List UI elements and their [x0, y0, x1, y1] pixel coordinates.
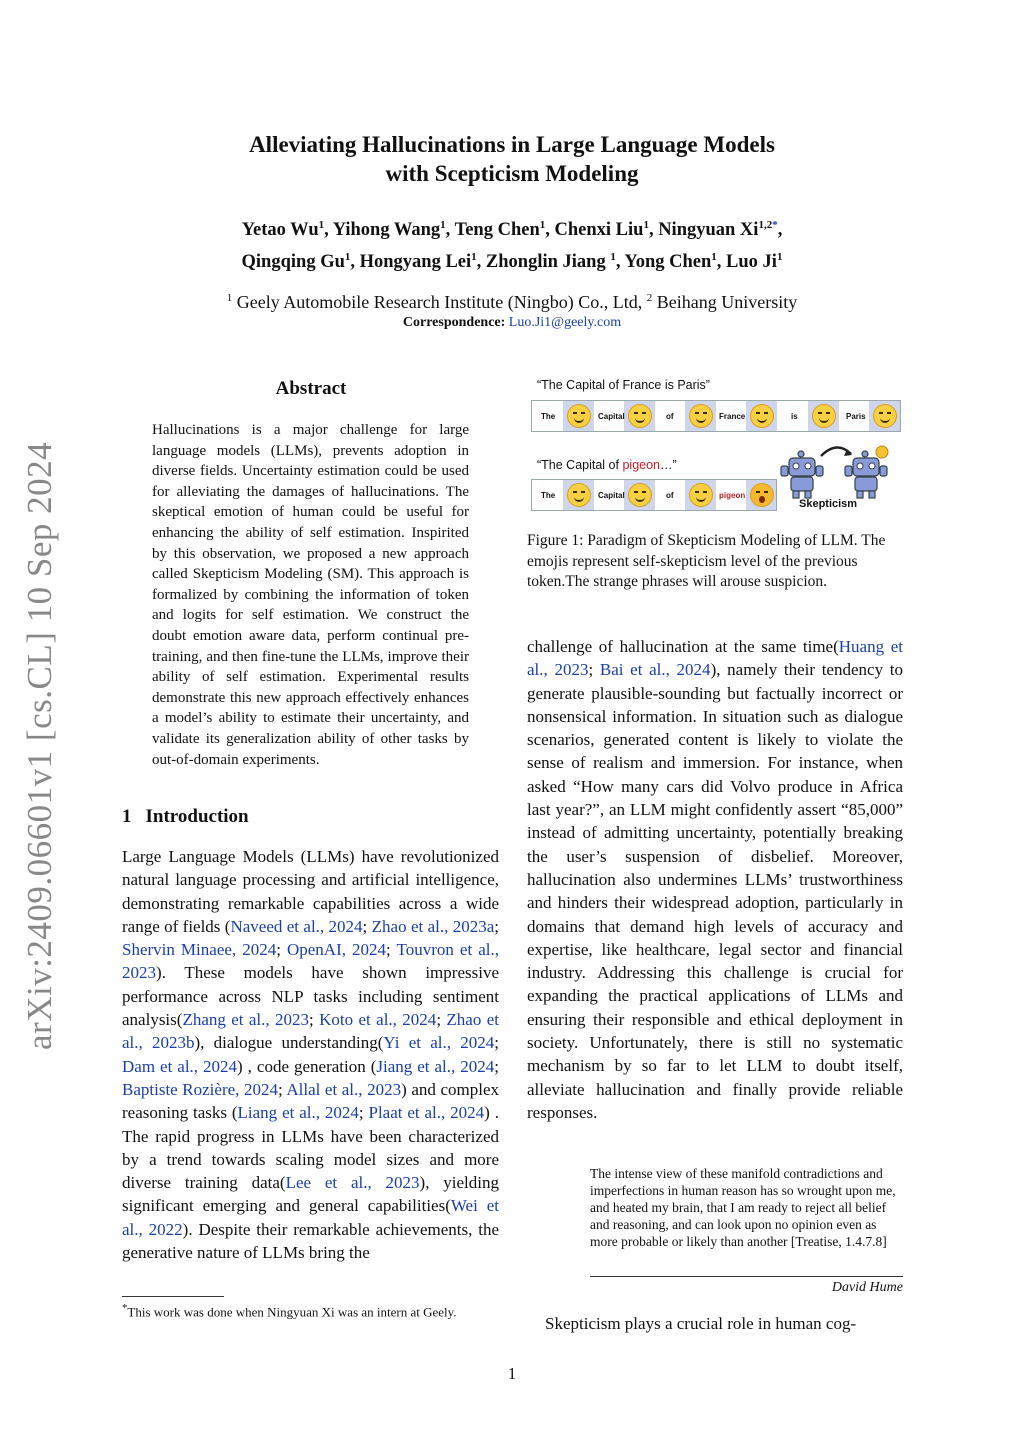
citation-link[interactable]: Zhao et al., 2023b — [122, 1010, 499, 1053]
emoji-grin-icon — [812, 404, 836, 428]
section-heading-introduction: 1 Introduction — [122, 806, 249, 827]
citation-link[interactable]: Wei et al., 2022 — [122, 1196, 499, 1239]
token: of — [666, 491, 674, 500]
quote-rule — [590, 1276, 903, 1277]
email-link[interactable]: Luo.Ji1@geely.com — [508, 315, 622, 330]
author: Yihong Wang — [332, 220, 441, 241]
figure-1 — [527, 376, 903, 526]
emoji-shocked-icon — [750, 483, 774, 507]
abstract-heading: Abstract — [275, 378, 347, 399]
token: is — [791, 412, 798, 421]
citation-link[interactable]: Touvron et al., 2023 — [122, 940, 500, 983]
author: Qingqing Gu — [241, 252, 345, 273]
author: Ningyuan Xi — [658, 220, 759, 241]
citation-link[interactable]: Lee et al., 2023 — [285, 1173, 420, 1193]
author: Yong Chen — [624, 252, 712, 273]
author-line-1: Yetao Wu$^1$, Yihong Wang$^1$, Teng Chen$^1$, Chenxi Liu$^1$, Ningyuan $Xi^{1,2*}$, — [241, 219, 783, 241]
figure-sentence-2: “The Capital of pigeon…” — [537, 458, 677, 472]
citation-link[interactable]: Liang et al., 2024 — [237, 1103, 359, 1123]
token: Paris — [846, 412, 866, 421]
emoji-grin-icon — [567, 483, 591, 507]
token: Capital — [598, 412, 625, 421]
paragraph-start: Skepticism plays a crucial role in human cog- — [545, 1314, 857, 1333]
footnote-rule — [122, 1296, 224, 1297]
author: Zhonglin Jiang — [485, 252, 611, 273]
page-number: 1 — [507, 1364, 517, 1383]
quote-author: David Hume — [831, 1280, 903, 1295]
token: The — [541, 491, 556, 500]
author: Hongyang Lei — [359, 252, 472, 273]
emoji-grin-icon — [689, 483, 713, 507]
emoji-grin-icon — [689, 404, 713, 428]
token-row-2 — [531, 479, 777, 511]
footnote-mark-link[interactable]: * — [772, 219, 778, 231]
citation-link[interactable]: Yi et al., 2024 — [383, 1033, 495, 1053]
abstract-text: Hallucinations is a major challenge for large language models (LLMs), prevents adoption in diverse fields. Uncertainty estimation could be used for alleviating the damages of hallucinations. The skeptical emotion of human could be useful for enhancing the ability of self estimation. Inspirited by this observation, we proposed a new approach called Skepticism Modeling (SM). This approach is formalized by combining the information of token and logits for self estimation. We construct the doubt emotion aware data, perform continual pre-training, and then fine-tune the LLMs, improve their ability of self estimation. Experimental results demonstrate this new approach effectively enhances a model’s ability to estimate their uncertainty, and validate its generalization ability of other tasks by out-of-domain experiments. — [152, 422, 469, 768]
citation-link[interactable]: Zhao et al., 2023a — [371, 916, 495, 936]
affiliations: $^1$ Geely Automobile Research Institute (Ningbo) Co., Ltd, $^2$ Beihang University — [226, 292, 798, 312]
author: Chenxi Liu — [554, 220, 644, 241]
skepticism-label: Skepticism — [799, 498, 858, 510]
correspondence: Correspondence: Luo.Ji1@geely.com — [402, 315, 622, 330]
citation-link[interactable]: Jiang et al., 2024 — [376, 1056, 495, 1076]
citation-link[interactable]: Huang et al., 2023 — [527, 637, 904, 680]
emoji-grin-icon — [628, 483, 652, 507]
token: of — [666, 412, 674, 421]
citation-link[interactable]: Plaat et al., 2024 — [368, 1103, 485, 1123]
author: Teng Chen — [454, 220, 540, 241]
token: Capital — [598, 491, 625, 500]
figure-sentence-1: “The Capital of France is Paris” — [537, 378, 710, 392]
token: France — [719, 412, 746, 421]
citation-link[interactable]: Zhang et al., 2023 — [182, 1010, 310, 1030]
token-row-1 — [531, 400, 901, 432]
epigraph-quote: The intense view of these manifold contradictions and imperfections in human reason has so wrought upon me, and heated my brain, that I am ready to reject all belief and reasoning, and can look upon no opinion even as more probable or likely than another [Treatise, 1.4.7.8] — [590, 1166, 896, 1249]
figure-caption: Figure 1: Paradigm of Skepticism Modeling of LLM. The emojis represent self-skepticism level of the previous token.The strange phrases will arouse suspicion. — [527, 532, 886, 590]
citation-link[interactable]: Koto et al., 2024 — [319, 1010, 437, 1030]
footnote: *This work was done when Ningyuan Xi was an intern at Geely. — [122, 1302, 457, 1320]
token-strange: pigeon — [719, 491, 746, 500]
author-line-2: Qingqing Gu$^1$, Hongyang Lei$^1$, Zhonglin Jiang $^1$, Yong Chen$^1$, Luo Ji$^1$ — [241, 251, 783, 273]
author: Yetao Wu — [241, 220, 319, 241]
intro-paragraph: Large Language Models (LLMs) have revolutionized natural language processing and artificial intelligence, demonstrating remarkable capabilities across a wide range of fields (Naveed et al., 2024; Zhao et al., 2023a; Shervin Minaee, 2024; OpenAI, 2024; Touvron et al., 2023). These models have shown impressive performance across NLP tasks including sentiment analysis(Zhang et al., 2023; Koto et al., 2024; Zhao et al., 2023b), dialogue understanding(Yi et al., 2024; Dam et al., 2024) , code generation (Jiang et al., 2024; Baptiste Rozière, 2024; Allal et al., 2023) and complex reasoning tasks (Liang et al., 2024; Plaat et al., 2024) . The rapid progress in LLMs have been characterized by a trend towards scaling model sizes and more diverse training data(Lee et al., 2023), yielding significant emerging and general capabilities(Wei et al., 2022). Despite their remarkable achievements, the generative nature of LLMs bring the — [122, 847, 500, 1263]
emoji-grin-icon — [567, 404, 591, 428]
citation-link[interactable]: OpenAI, 2024 — [286, 940, 387, 960]
citation-link[interactable]: Naveed et al., 2024 — [230, 916, 363, 936]
citation-link[interactable]: Bai et al., 2024 — [599, 660, 711, 680]
intro-paragraph-continued: challenge of hallucination at the same time(Huang et al., 2023; Bai et al., 2024), namely their tendency to generate plausible-sounding but factually incorrect or nonsensical information. In situation such as dialogue scenarios, generated content is likely to violate the sense of realism and immersion. For instance, when asked “How many cars did Volvo produce in Africa last year?”, an LLM might confidently assert “85,000” instead of admitting uncertainty, potentially breaking the user’s suspension of disbelief. Moreover, hallucination also undermines LLMs’ trustworthiness and hinders their widespread adoption, particularly in domains that demand high levels of accuracy and expertise, like healthcare, legal sector and financial industry. Addressing this challenge is crucial for expanding the practical applications of LLMs and ensuring their responsible and ethical deployment in society. Unfortunately, there is still no systematic mechanism by so far to let LLM to doubt itself, alleviate hallucination and finally provide reliable responses. — [527, 637, 904, 1122]
token: The — [541, 412, 556, 421]
author-list — [0, 212, 1024, 276]
citation-link[interactable]: Baptiste Rozière, 2024 — [122, 1079, 278, 1099]
emoji-grin-icon — [750, 404, 774, 428]
arxiv-identifier: arXiv:2409.06601v1 [cs.CL] 10 Sep 2024 — [20, 441, 59, 1050]
citation-link[interactable]: Dam et al., 2024 — [122, 1056, 238, 1076]
title-line-2: with Scepticism Modeling — [385, 161, 639, 186]
author: Luo Ji — [726, 252, 777, 273]
emoji-grin-icon — [628, 404, 652, 428]
emoji-grin-icon — [873, 404, 897, 428]
citation-link[interactable]: Shervin Minaee, 2024 — [122, 940, 277, 960]
title-line-1: Alleviating Hallucinations in Large Language Models — [249, 132, 775, 157]
paper-title — [0, 130, 1024, 188]
citation-link[interactable]: Allal et al., 2023 — [286, 1079, 402, 1099]
